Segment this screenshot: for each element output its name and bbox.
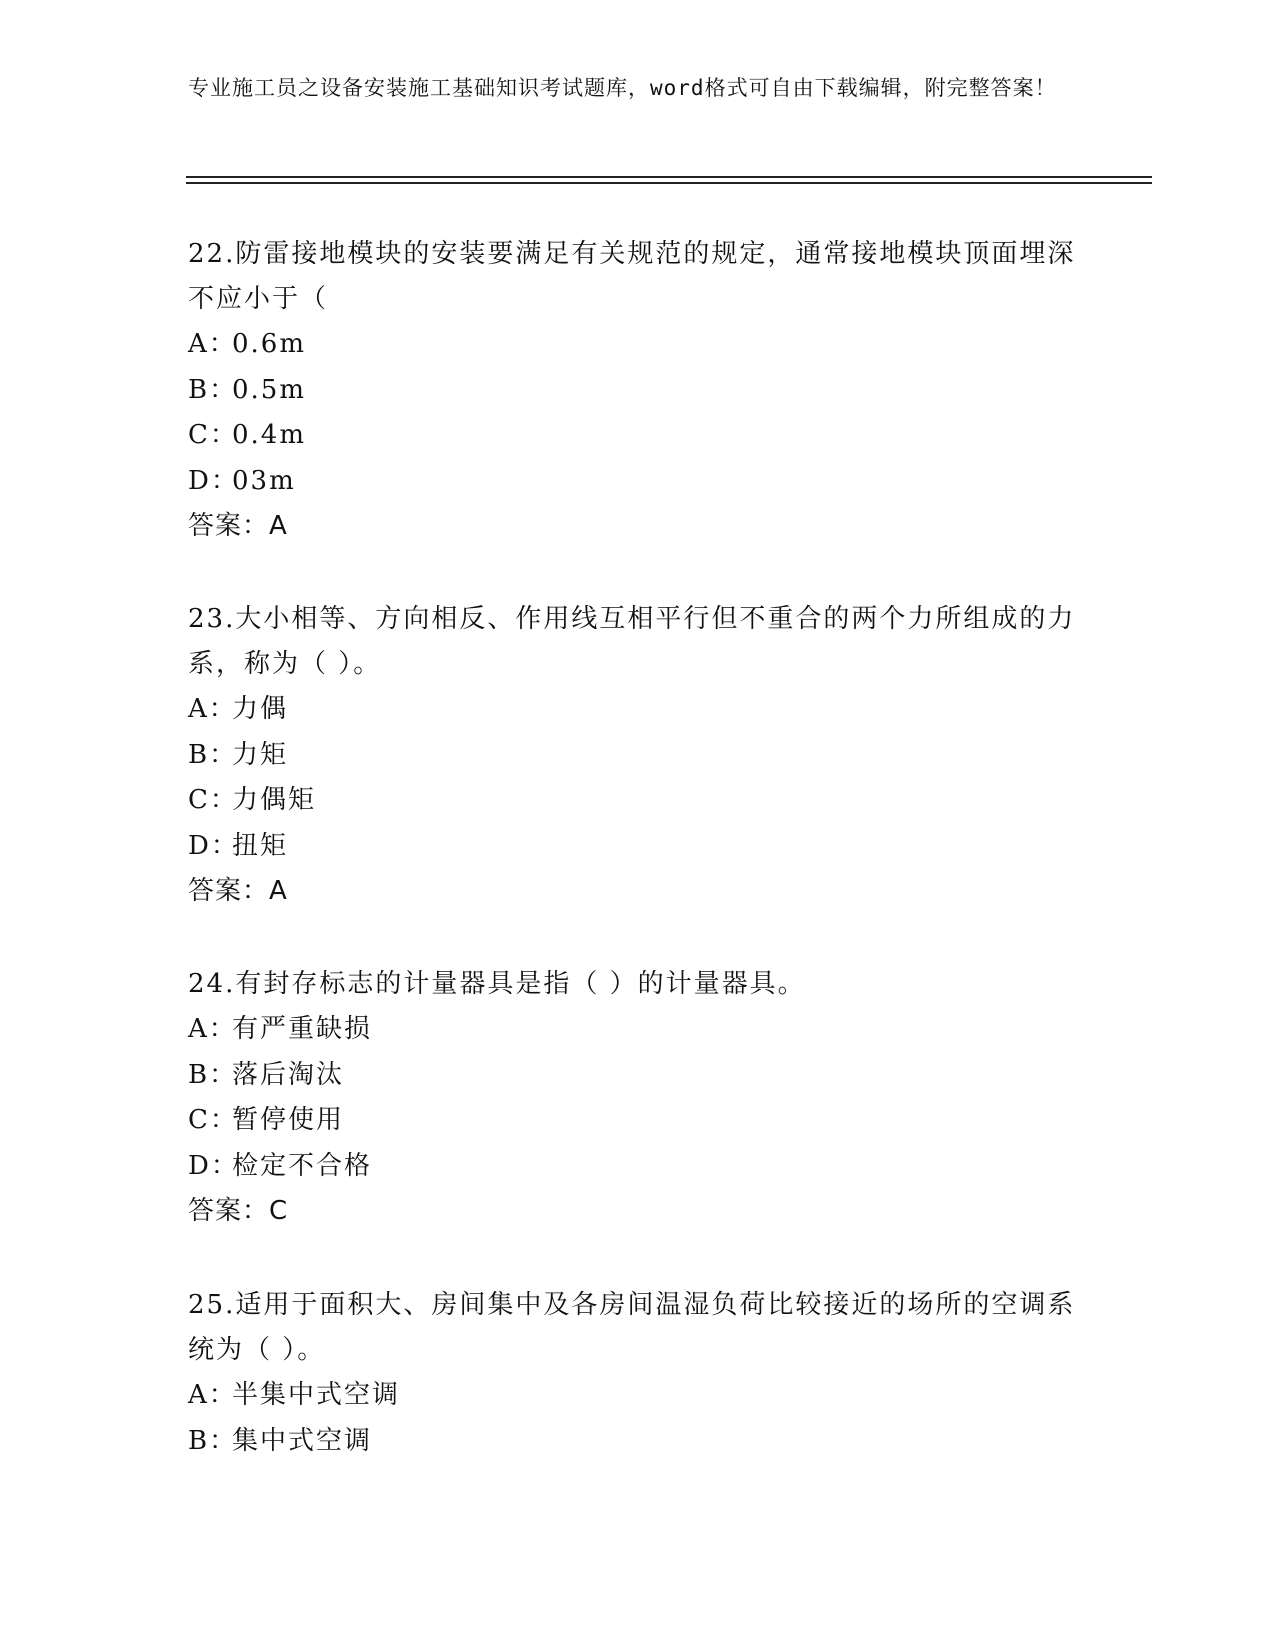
option-a [188, 687, 1088, 733]
option-key: B： [188, 1425, 238, 1456]
option-key: A： [188, 329, 237, 359]
header-divider-bottom [186, 182, 1152, 184]
option-a [188, 1007, 1088, 1053]
question-stem: 22.防雷接地模块的安装要满足有关规范的规定，通常接地模块顶面埋深不应小于（ [188, 239, 1076, 314]
answer-line: 答案：C [188, 1196, 289, 1226]
option-key: A： [188, 1380, 237, 1410]
option-b [188, 733, 1088, 779]
option-key: D： [188, 1150, 239, 1181]
option-key: C： [188, 785, 238, 815]
option-text: 0.5m [232, 374, 307, 405]
option-d [188, 1144, 1088, 1190]
option-key: B： [188, 374, 238, 405]
option-b [188, 1053, 1088, 1099]
option-key: B： [188, 739, 238, 770]
option-d [188, 459, 1088, 505]
option-a [188, 322, 1088, 368]
option-text: 力偶 [232, 694, 289, 724]
question-stem: 24.有封存标志的计量器具是指（ ）的计量器具。 [188, 969, 806, 999]
option-text: 集中式空调 [232, 1425, 373, 1456]
option-key: C： [188, 1105, 238, 1135]
option-key: B： [188, 1059, 238, 1090]
option-text: 力矩 [232, 739, 289, 770]
option-key: D： [188, 465, 239, 496]
question-stem: 25.适用于面积大、房间集中及各房间温湿负荷比较接近的场所的空调系统为（ ）。 [188, 1290, 1076, 1365]
option-text: 落后淘汰 [232, 1059, 345, 1090]
option-c [188, 778, 1088, 824]
option-text: 03m [232, 465, 296, 496]
question-24 [188, 962, 1088, 1234]
answer-line: 答案：A [188, 511, 288, 541]
option-text: 半集中式空调 [232, 1380, 401, 1410]
option-text: 检定不合格 [232, 1150, 373, 1181]
question-23 [188, 597, 1088, 914]
option-key: D： [188, 830, 239, 861]
option-b [188, 1419, 1088, 1465]
question-25 [188, 1283, 1088, 1464]
option-key: C： [188, 420, 238, 450]
option-text: 扭矩 [232, 830, 289, 861]
answer-line: 答案：A [188, 876, 288, 906]
option-text: 有严重缺损 [232, 1014, 373, 1044]
option-c [188, 413, 1088, 459]
question-stem: 23.大小相等、方向相反、作用线互相平行但不重合的两个力所组成的力系，称为（ ）。 [188, 604, 1076, 679]
option-key: A： [188, 694, 237, 724]
option-text: 0.4m [232, 420, 307, 450]
document-header: 专业施工员之设备安装施工基础知识考试题库，word格式可自由下载编辑，附完整答案！ [188, 76, 1057, 100]
option-b [188, 368, 1088, 414]
option-text: 0.6m [232, 329, 307, 359]
option-c [188, 1098, 1088, 1144]
option-text: 暂停使用 [232, 1105, 345, 1135]
option-key: A： [188, 1014, 237, 1044]
option-text: 力偶矩 [232, 785, 317, 815]
header-divider-top [186, 176, 1152, 178]
option-d [188, 824, 1088, 870]
question-22 [188, 232, 1088, 549]
option-a [188, 1373, 1088, 1419]
